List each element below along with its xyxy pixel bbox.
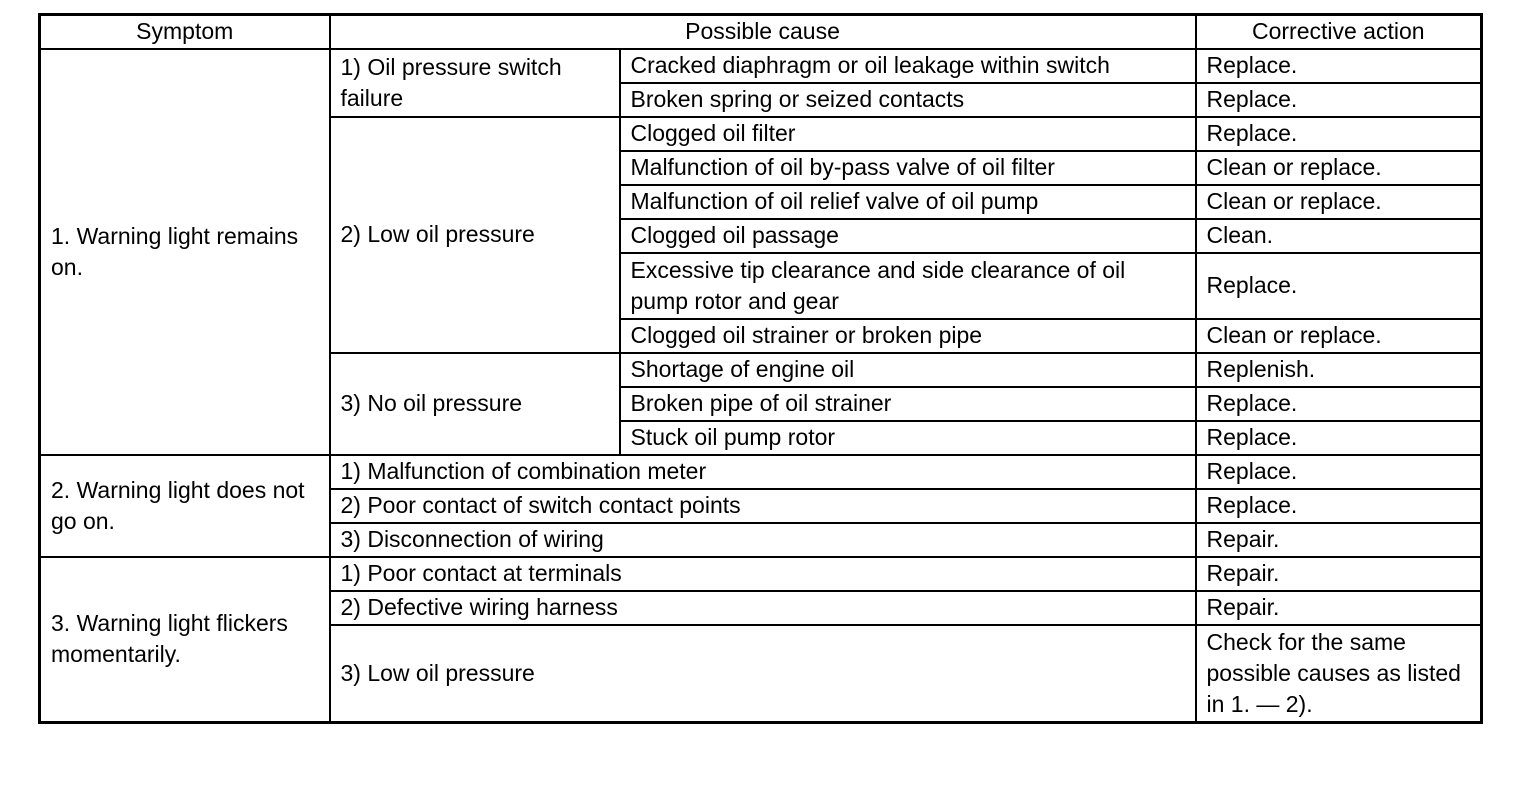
cause-cell: 2) Defective wiring harness (330, 591, 1196, 625)
symptom-header: Symptom (40, 15, 330, 49)
detail-cell: Clogged oil filter (620, 117, 1196, 151)
action-cell: Check for the same possible causes as listed in 1. — 2). (1196, 625, 1482, 723)
cause-cell: 1) Malfunction of combination meter (330, 455, 1196, 489)
symptom-cell: 1. Warning light remains on. (40, 49, 330, 455)
action-cell: Replenish. (1196, 353, 1482, 387)
action-cell: Repair. (1196, 557, 1482, 591)
troubleshooting-table (38, 13, 1483, 724)
cause-cell: 3) Disconnection of wiring (330, 523, 1196, 557)
action-cell: Clean or replace. (1196, 151, 1482, 185)
action-cell: Replace. (1196, 455, 1482, 489)
action-cell: Replace. (1196, 49, 1482, 83)
action-cell: Replace. (1196, 387, 1482, 421)
cause-cell: 2) Poor contact of switch contact points (330, 489, 1196, 523)
header-row (40, 15, 1482, 49)
detail-cell: Malfunction of oil relief valve of oil pump (620, 185, 1196, 219)
detail-cell: Broken spring or seized contacts (620, 83, 1196, 117)
detail-cell: Broken pipe of oil strainer (620, 387, 1196, 421)
symptom-cell: 2. Warning light does not go on. (40, 455, 330, 557)
cause-cell: 3) Low oil pressure (330, 625, 1196, 723)
corrective-action-header: Corrective action (1196, 15, 1482, 49)
detail-cell: Excessive tip clearance and side clearance of oil pump rotor and gear (620, 253, 1196, 319)
detail-cell: Stuck oil pump rotor (620, 421, 1196, 455)
action-cell: Repair. (1196, 591, 1482, 625)
table-row (40, 557, 1482, 591)
cause-cell: 1) Poor contact at terminals (330, 557, 1196, 591)
action-cell: Replace. (1196, 489, 1482, 523)
action-cell: Replace. (1196, 117, 1482, 151)
symptom-cell: 3. Warning light flickers momentarily. (40, 557, 330, 723)
action-cell: Clean or replace. (1196, 185, 1482, 219)
cause-cell: 3) No oil pressure (330, 353, 620, 455)
action-cell: Replace. (1196, 83, 1482, 117)
cause-cell: 2) Low oil pressure (330, 117, 620, 353)
detail-cell: Clogged oil strainer or broken pipe (620, 319, 1196, 353)
table-row (40, 49, 1482, 83)
detail-cell: Malfunction of oil by-pass valve of oil filter (620, 151, 1196, 185)
detail-cell: Shortage of engine oil (620, 353, 1196, 387)
detail-cell: Cracked diaphragm or oil leakage within switch (620, 49, 1196, 83)
cause-cell: 1) Oil pressure switch failure (330, 49, 620, 117)
table-row (40, 455, 1482, 489)
possible-cause-header: Possible cause (330, 15, 1196, 49)
action-cell: Clean or replace. (1196, 319, 1482, 353)
action-cell: Replace. (1196, 421, 1482, 455)
action-cell: Replace. (1196, 253, 1482, 319)
detail-cell: Clogged oil passage (620, 219, 1196, 253)
action-cell: Repair. (1196, 523, 1482, 557)
action-cell: Clean. (1196, 219, 1482, 253)
